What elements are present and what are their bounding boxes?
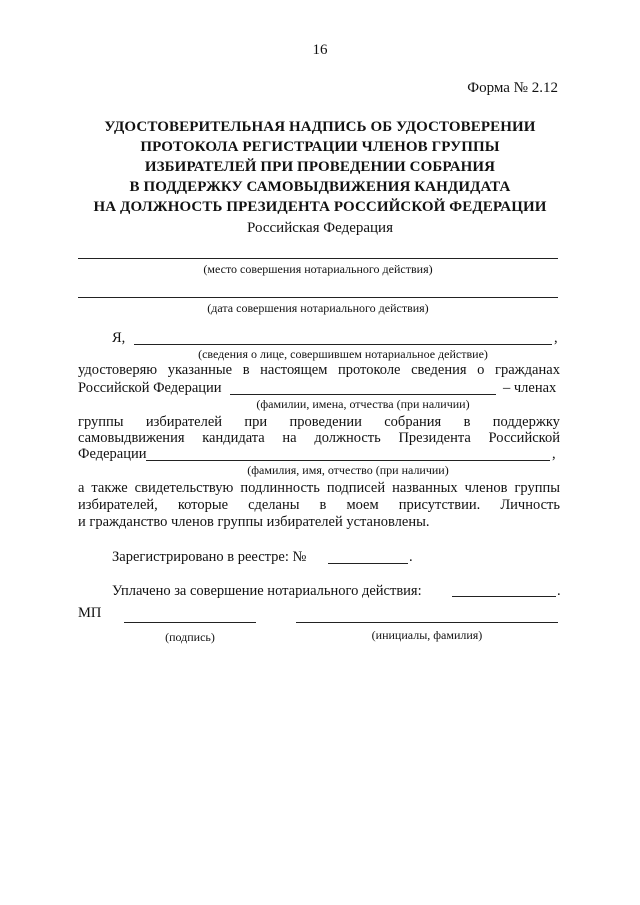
- word: самовыдвижения: [78, 430, 185, 446]
- word: присутствии.: [398, 497, 481, 513]
- word: избирателей,: [78, 497, 158, 513]
- word: настоящем: [260, 362, 328, 378]
- members-caption: (фамилии, имена, отчества (при наличии): [256, 397, 470, 411]
- date-field[interactable]: [78, 297, 558, 298]
- paragraph-text: Российской Федерации: [78, 380, 222, 396]
- paid-label: Уплачено за совершение нотариального действия:: [112, 583, 422, 599]
- title-line: В ПОДДЕРЖКУ САМОВЫДВИЖЕНИЯ КАНДИДАТА: [129, 179, 511, 195]
- word: Личность: [500, 497, 560, 513]
- candidate-field[interactable]: [146, 460, 550, 461]
- paid-amount-field[interactable]: [452, 596, 556, 597]
- word: гражданах: [495, 362, 560, 378]
- page-number: 16: [312, 42, 328, 58]
- word: сведения: [411, 362, 467, 378]
- members-field[interactable]: [230, 394, 496, 395]
- document-title: [70, 117, 570, 217]
- notary-caption: (сведения о лице, совершившем нотариальное действие): [198, 347, 488, 361]
- word: свидетельствую: [134, 480, 234, 496]
- word: при: [244, 414, 268, 430]
- word: о: [477, 362, 485, 378]
- word: проведении: [289, 414, 362, 430]
- initials-caption: (инициалы, фамилия): [371, 628, 483, 642]
- word: Президента: [398, 430, 471, 446]
- candidate-caption: (фамилия, имя, отчество (при наличии): [247, 463, 449, 477]
- word: в: [242, 362, 250, 378]
- registry-label: Зарегистрировано в реестре: №: [112, 549, 307, 565]
- paragraph-text: и гражданство членов группы избирателей установлены.: [78, 514, 430, 530]
- paragraph-line: [78, 497, 560, 514]
- paragraph-text: – членах: [503, 380, 557, 396]
- registry-number-field[interactable]: [328, 563, 408, 564]
- title-line: ПРОТОКОЛА РЕГИСТРАЦИИ ЧЛЕНОВ ГРУППЫ: [140, 139, 500, 155]
- seal-label: МП: [78, 605, 102, 621]
- initials-field[interactable]: [296, 622, 558, 623]
- period: .: [409, 549, 413, 565]
- date-caption: (дата совершения нотариального действия): [207, 301, 429, 315]
- country-name: Российская Федерация: [247, 220, 393, 236]
- form-number: Форма № 2.12: [467, 80, 558, 96]
- word: протоколе: [337, 362, 401, 378]
- word: должность: [314, 430, 381, 446]
- word: в: [319, 497, 327, 513]
- word: сделаны: [248, 497, 300, 513]
- word: группы: [514, 480, 560, 496]
- word: моем: [346, 497, 379, 513]
- word: названных: [392, 480, 458, 496]
- paragraph-line: [78, 430, 560, 447]
- i-label: Я,: [112, 330, 126, 346]
- word: подписей: [326, 480, 386, 496]
- word: а: [78, 480, 85, 496]
- title-line: УДОСТОВЕРИТЕЛЬНАЯ НАДПИСЬ ОБ УДОСТОВЕРЕНИИ: [104, 119, 536, 135]
- word: кандидата: [202, 430, 265, 446]
- word: в: [463, 414, 471, 430]
- word: собрания: [384, 414, 442, 430]
- title-line: НА ДОЛЖНОСТЬ ПРЕЗИДЕНТА РОССИЙСКОЙ ФЕДЕРАЦИИ: [93, 199, 547, 215]
- word: на: [282, 430, 297, 446]
- word: также: [91, 480, 128, 496]
- word: указанные: [167, 362, 233, 378]
- paragraph-line: [78, 414, 560, 431]
- paragraph-text: Федерации: [78, 446, 147, 462]
- paragraph-line: [78, 480, 560, 497]
- notary-field[interactable]: [134, 344, 552, 345]
- signature-field[interactable]: [124, 622, 256, 623]
- comma: ,: [552, 446, 556, 462]
- place-caption: (место совершения нотариального действия): [203, 262, 433, 276]
- word: которые: [177, 497, 229, 513]
- word: подлинность: [240, 480, 320, 496]
- word: удостоверяю: [78, 362, 158, 378]
- signature-caption: (подпись): [165, 630, 215, 644]
- comma: ,: [554, 330, 558, 346]
- paragraph-line: [78, 362, 560, 379]
- word: группы: [78, 414, 124, 430]
- word: избирателей: [145, 414, 223, 430]
- title-line: ИЗБИРАТЕЛЕЙ ПРИ ПРОВЕДЕНИИ СОБРАНИЯ: [144, 159, 496, 175]
- word: членов: [464, 480, 508, 496]
- period: .: [557, 583, 561, 599]
- place-field[interactable]: [78, 258, 558, 259]
- word: Российской: [488, 430, 560, 446]
- word: поддержку: [492, 414, 560, 430]
